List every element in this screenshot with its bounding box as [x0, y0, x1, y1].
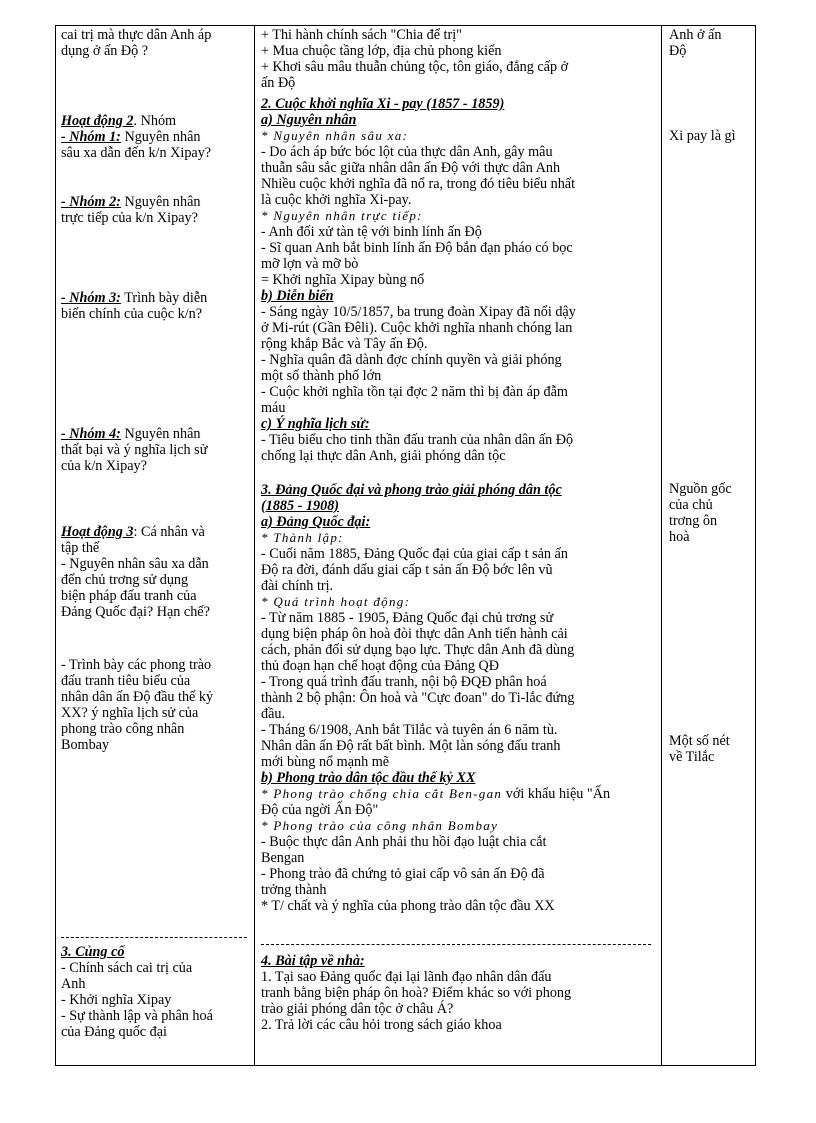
- section-3-title: 3. Đảng Quốc đại và phong trào giải phóng dân tộc: [261, 482, 562, 498]
- column-divider-2: [661, 25, 662, 1066]
- homework-section: 4. Bài tập về nhà: 1. Tại sao Đảng quốc đại lại lãnh đạo nhân dân đấu tranh bằng biện pháp ôn hoà? Điểm khác so với phong trào giải phóng dân tộc ở châu Á? 2. Trả lời các câu hỏi trong sách giáo khoa: [261, 953, 572, 1033]
- column-divider-1: [254, 25, 255, 1066]
- note-3: Nguồn gốc của chủ trơng ôn hoà: [669, 481, 732, 545]
- activity-2-heading: Hoạt động 2. Nhóm - Nhóm 1: Nguyên nhân sâu xa dẫn đến k/n Xipay?: [61, 113, 212, 161]
- group-4-task: - Nhóm 4: Nguyên nhân thất bại và ý nghĩa lịch sử của k/n Xipay?: [61, 426, 208, 474]
- consolidation: 3. Củng cố - Chính sách cai trị của Anh - Khởi nghĩa Xipay - Sự thành lập và phân hoá của Đảng quốc đại: [61, 944, 213, 1040]
- homework-separator: [261, 944, 651, 945]
- activity-3: Hoạt động 3: Cá nhân và tập thể - Nguyên nhân sâu xa dẫn đến chủ trơng sử dụng biện pháp đấu tranh của Đảng Quốc đại? Hạn chế?: [61, 524, 210, 620]
- consolidation-separator: [61, 937, 247, 938]
- note-1: Anh ở ấn Độ: [669, 27, 722, 59]
- congress-section: 3. Đảng Quốc đại và phong trào giải phóng dân tộc (1885 - 1908) a) Đảng Quốc đại: * Thành lập: - Cuối năm 1885, Đảng Quốc đại của giai cấp t sản ấn Độ ra đời, đánh dấu giai cấp t sản ấn Độ bớc lên vũ đài chính trị. * Quá trình hoạt động: - Từ năm 1885 - 1905, Đảng Quốc đại chủ trơng sử dụng biện pháp ôn hoà đòi thực dân Anh tiến hành cải cách, phản đối sử dụng bạo lực. Thực dân Anh đã dùng thủ đoạn hạn chế hoạt động của Đảng QĐ - Trong quá trình đấu tranh, nội bộ ĐQĐ phân hoá thành 2 bộ phận: Ôn hoà và "Cực đoan" do Ti-lắc đứng đầu. - Tháng 6/1908, Anh bắt Tilắc và tuyên án 6 năm tù. Nhân dân ấn Độ rất bất bình. Một làn sóng đấu tranh mới bùng nổ mạnh mẽ b) Phong trào dân tộc đầu thế kỷ XX * Phong trào chống chia cắt Ben-gan với khẩu hiệu "Ấn Độ của ngời Ấn Độ" * Phong trào của công nhân Bombay - Buộc thực dân Anh phải thu hồi đạo luật chia cắt Bengan - Phong trào đã chứng tỏ giai cấp vô sản ấn Độ đã trởng thành * T/ chất và ý nghĩa của phong trào dân tộc đầu XX: [261, 482, 659, 914]
- note-2: Xi pay là gì: [669, 128, 736, 144]
- intro-question: cai trị mà thực dân Anh áp dụng ở ấn Độ ?: [61, 27, 212, 59]
- question-movements: - Trình bày các phong trào đấu tranh tiêu biểu của nhân dân ấn Độ đầu thế kỷ XX? ý nghĩa lịch sử của phong trào công nhân Bombay: [61, 657, 214, 753]
- group-3-task: - Nhóm 3: Trình bày diễn biến chính của cuộc k/n?: [61, 290, 208, 322]
- note-4: Một số nét về Tilắc: [669, 733, 730, 765]
- group-2-task: - Nhóm 2: Nguyên nhân trực tiếp của k/n Xipay?: [61, 194, 201, 226]
- section-2-title: 2. Cuộc khởi nghĩa Xi - pay (1857 - 1859): [261, 96, 505, 112]
- policy-list: + Thi hành chính sách "Chia để trị" + Mua chuộc tầng lớp, địa chủ phong kiến + Khơi sâu mâu thuẫn chủng tộc, tôn giáo, đẳng cấp ở ấn Độ: [261, 27, 569, 91]
- sepoy-section: 2. Cuộc khởi nghĩa Xi - pay (1857 - 1859) a) Nguyên nhân * Nguyên nhân sâu xa: - Do ách áp bức bóc lột của thực dân Anh, gây mâu thuẫn sâu sắc giữa nhân dân ấn Độ với thực dân Anh Nhiều cuộc khởi nghĩa đã nổ ra, trong đó tiêu biểu nhất là cuộc khởi nghĩa Xi-pay. * Nguyên nhân trực tiếp: - Anh đối xử tàn tệ với binh lính ấn Độ - Sĩ quan Anh bắt binh lính ấn Độ bắn đạn pháo có bọc mỡ lợn và mỡ bò = Khởi nghĩa Xipay bùng nổ b) Diễn biến - Sáng ngày 10/5/1857, ba trung đoàn Xipay đã nổi dậy ở Mi-rút (Gần Đêli). Cuộc khởi nghĩa nhanh chóng lan rộng khắp Bắc và Tây ấn Độ. - Nghĩa quân đã dành đợc chính quyền và giải phóng một số thành phố lớn - Cuộc khởi nghĩa tồn tại đợc 2 năm thì bị đàn áp đẫm máu c) Ý nghĩa lịch sử: - Tiêu biểu cho tinh thần đấu tranh của nhân dân ấn Độ chống lại thực dân Anh, giải phóng dân tộc: [261, 96, 659, 464]
